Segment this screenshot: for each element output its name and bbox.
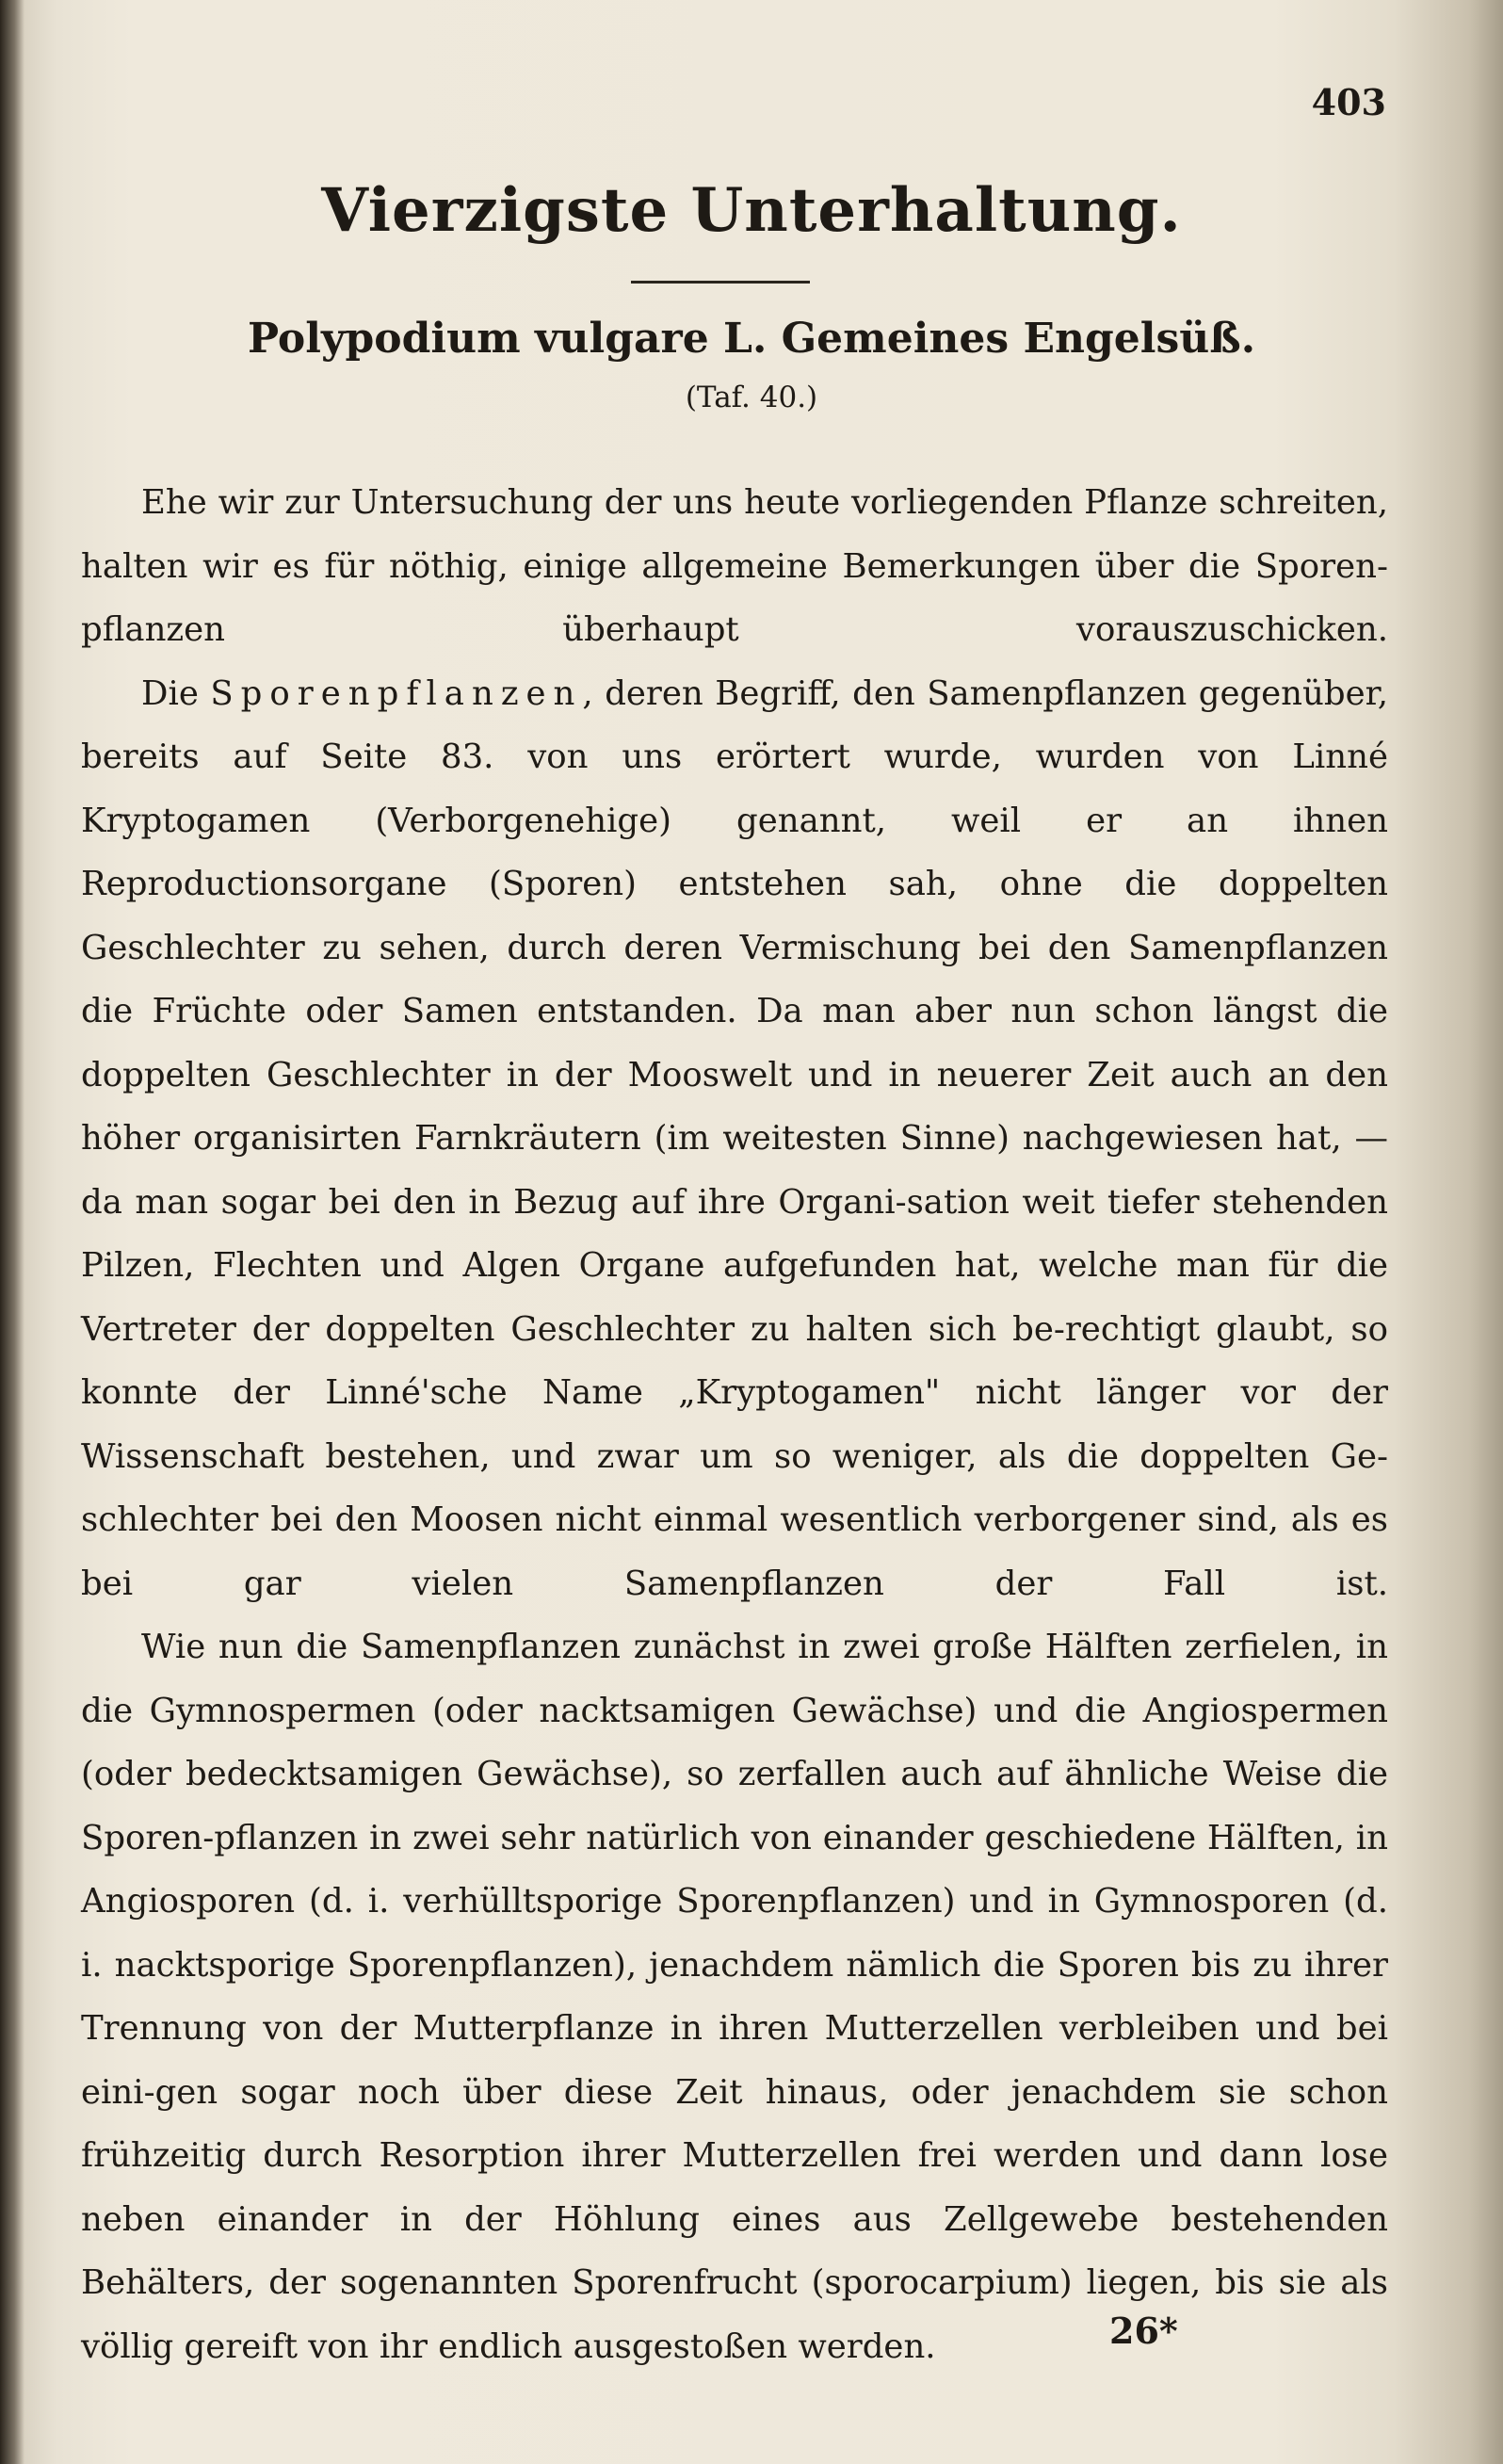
paragraph-angiosporen: Wie nun die Samenpflanzen zunächst in zwei große Hälften zerfielen, in die Gymnospermen (oder nacktsamigen Gewächse) und die Angiospermen (oder bedecktsamigen Gewächse), so zerfallen auch auf ähnliche Weise die Sporen-pflanzen in zwei sehr natürlich von einander geschiedene Hälften, in Angiosporen (d. i. verhülltsporige Sporenpflanzen) und in Gymnosporen (d. i. nacktsporige Sporenpflanzen), jenachdem nämlich die Sporen bis zu ihrer Trennung von der Mutterpflanze in ihren Mutterzellen verbleiben und bei eini-gen sogar noch über diese Zeit hinaus, oder jenachdem sie schon frühzeitig durch Resorption ihrer Mutterzellen frei werden und dann lose neben einander in der Höhlung eines aus Zellgewebe bestehenden Behälters, der sogenannten Sporenfrucht (sporocarpium) liegen, bis sie als völlig gereift von ihr endlich ausgestoßen werden. (81, 1628, 1388, 2366)
body-text (81, 471, 1388, 2378)
chapter-title: Vierzigste Unterhaltung. (321, 175, 1182, 246)
spaced-term: Sporenpflanzen (210, 673, 583, 713)
paragraph-text: , deren Begriff, den Samenpflanzen gegenüber, bereits auf Seite 83. von uns erörtert wurde, wurden von Linné Kryptogamen (Verborgenehige) genannt, weil er an ihnen Reproductionsorgane (Sporen) entstehen sah, ohne die doppelten Geschlechter zu sehen, durch deren Vermischung bei den Samenpflanzen die Früchte oder Samen entstanden. Da man aber nun schon längst die doppelten Geschlechter in der Mooswelt und in neuerer Zeit auch an den höher organisirten Farnkräutern (im weitesten Sinne) nachgewiesen hat, — da man sogar bei den in Bezug auf ihre Organi-sation weit tiefer stehenden Pilzen, Flechten und Algen Organe aufgefunden hat, welche man für die Vertreter der doppelten Geschlechter zu halten sich be-rechtigt glaubt, so konnte der Linné'sche Name „Kryptogamen" nicht länger vor der Wissenschaft bestehen, und zwar um so weniger, als die doppelten Ge-schlechter bei den Moosen nicht einmal wesentlich verborgener sind, als es bei gar vielen Samenpflanzen der Fall ist. (81, 673, 1388, 1603)
page-number: 403 (1311, 81, 1386, 123)
signature-mark: 26* (1109, 2310, 1178, 2352)
book-spine-shadow (0, 0, 24, 2464)
paragraph-sporenpflanzen (81, 662, 1388, 1616)
paragraph-lead-word: Die (141, 673, 199, 713)
section-subtitle: Polypodium vulgare L. Gemeines Engelsüß. (247, 315, 1256, 363)
plate-reference: (Taf. 40.) (685, 381, 818, 414)
title-divider (631, 281, 810, 284)
paragraph-intro: Ehe wir zur Untersuchung der uns heute vorliegenden Pflanze schreiten, halten wir es für nöthig, einige allgemeine Bemerkungen über die Sporen-pflanzen überhaupt vorauszuschicken. (81, 483, 1388, 649)
